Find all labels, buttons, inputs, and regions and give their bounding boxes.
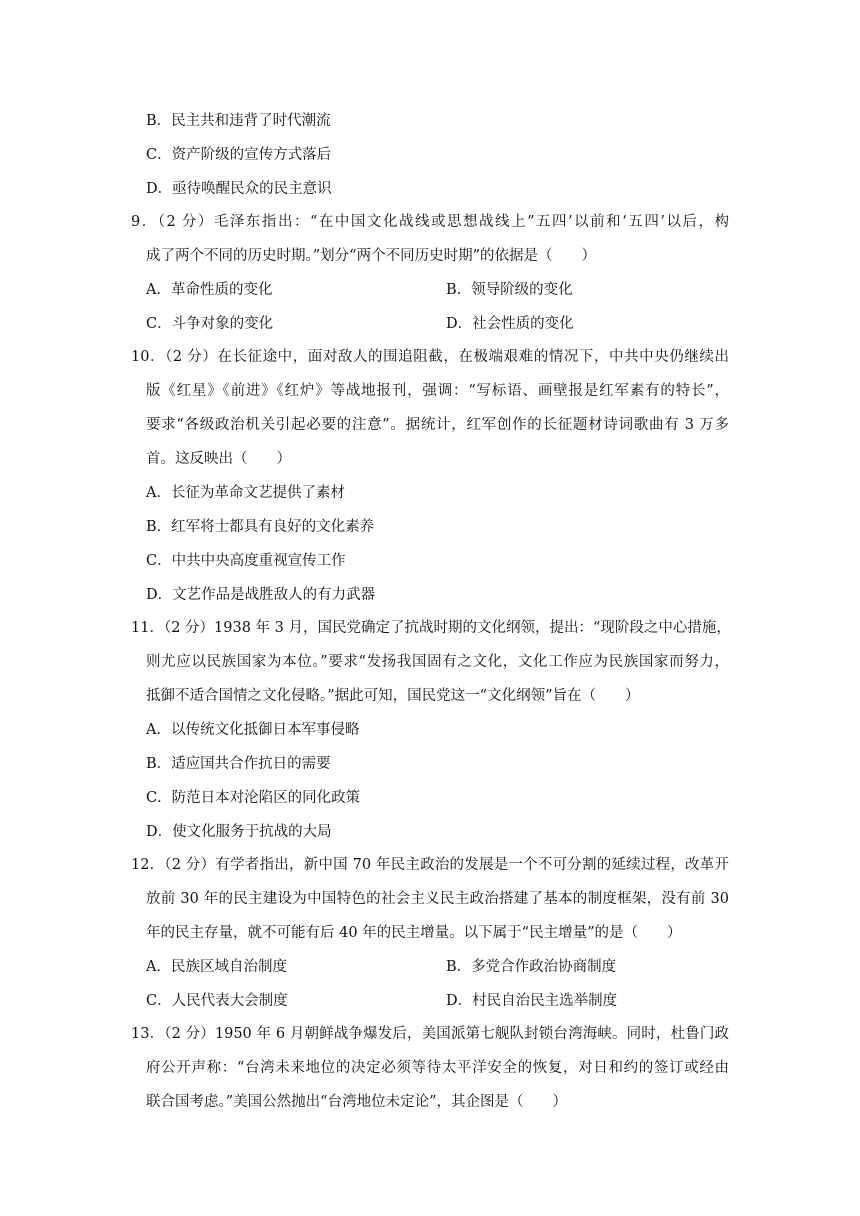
q10-stem-line-3: 要求“各级政治机关引起必要的注意”。据统计，红军创作的长征题材诗词歌曲有 3 万多 [146, 417, 729, 433]
q8-option-c: C．资产阶级的宣传方式落后 [146, 147, 332, 163]
q10-stem-line-4: 首。这反映出（ ） [146, 451, 291, 467]
q9-option-d: D．社会性质的变化 [446, 316, 574, 332]
q8-option-d: D．亟待唤醒民众的民主意识 [146, 181, 332, 197]
q11-option-d: D．使文化服务于抗战的大局 [146, 824, 332, 840]
q9-stem-line-2: 成了两个不同的历史时期。”划分“两个不同历史时期”的依据是（ ） [146, 248, 596, 264]
q10-option-d: D．文艺作品是战胜敌人的有力武器 [146, 587, 376, 603]
q11-option-b: B．适应国共合作抗日的需要 [146, 756, 331, 772]
q10-stem-line-2: 版《红星》《前进》《红炉》等战地报刊，强调：“写标语、画壁报是红军素有的特长”， [146, 383, 729, 399]
q12-option-c: C．人民代表大会制度 [146, 993, 288, 1009]
q10-option-b: B．红军将士都具有良好的文化素养 [146, 519, 375, 535]
q11-option-a: A．以传统文化抵御日本军事侵略 [146, 722, 360, 738]
q13-stem-line-2: 府公开声称：“台湾未来地位的决定必须等待太平洋安全的恢复，对日和约的签订或经由 [146, 1060, 729, 1076]
q10-option-c: C．中共中央高度重视宣传工作 [146, 553, 346, 569]
q12-option-a: A．民族区域自治制度 [146, 959, 287, 975]
q12-stem-line-1: 12．（2 分）有学者指出，新中国 70 年民主政治的发展是一个不可分割的延续过程，改革开 [131, 857, 729, 873]
q11-stem-line-1: 11．（2 分）1938 年 3 月，国民党确定了抗战时期的文化纲领，提出：“现阶段之中心措施， [131, 620, 731, 636]
q8-option-b: B．民主共和违背了时代潮流 [146, 113, 331, 129]
q11-stem-line-2: 则尤应以民族国家为本位。”要求“发扬我国固有之文化，文化工作应为民族国家而努力， [146, 654, 729, 670]
q10-stem-line-1: 10．（2 分）在长征途中，面对敌人的围追阻截，在极端艰难的情况下，中共中央仍继续出 [131, 349, 729, 365]
q9-option-c: C．斗争对象的变化 [146, 316, 274, 332]
q9-option-a: A．革命性质的变化 [146, 282, 273, 298]
q11-stem-line-3: 抵御不适合国情之文化侵略。”据此可知，国民党这一“文化纲领”旨在（ ） [146, 688, 640, 704]
q13-stem-line-3: 联合国考虑。”美国公然抛出“台湾地位未定论”，其企图是（ ） [146, 1094, 567, 1110]
q12-stem-line-3: 年的民主存量，就不可能有后 40 年的民主增量。以下属于“民主增量”的是（ ） [146, 925, 682, 941]
q9-option-b: B．领导阶级的变化 [446, 282, 573, 298]
q12-option-d: D．村民自治民主选举制度 [446, 993, 618, 1009]
q11-option-c: C．防范日本对沦陷区的同化政策 [146, 790, 361, 806]
q12-stem-line-2: 放前 30 年的民主建设为中国特色的社会主义民主政治搭建了基本的制度框架，没有前 30 [146, 891, 729, 907]
q9-stem-line-1: 9．（2 分）毛泽东指出：“在中国文化战线或思想战线上”五四’以前和‘五四’以后，构 [131, 214, 729, 230]
q12-option-b: B．多党合作政治协商制度 [446, 959, 617, 975]
q10-option-a: A．长征为革命文艺提供了素材 [146, 485, 345, 501]
q13-stem-line-1: 13．（2 分）1950 年 6 月朝鲜战争爆发后，美国派第七舰队封锁台湾海峡。同时，杜鲁门政 [131, 1026, 729, 1042]
